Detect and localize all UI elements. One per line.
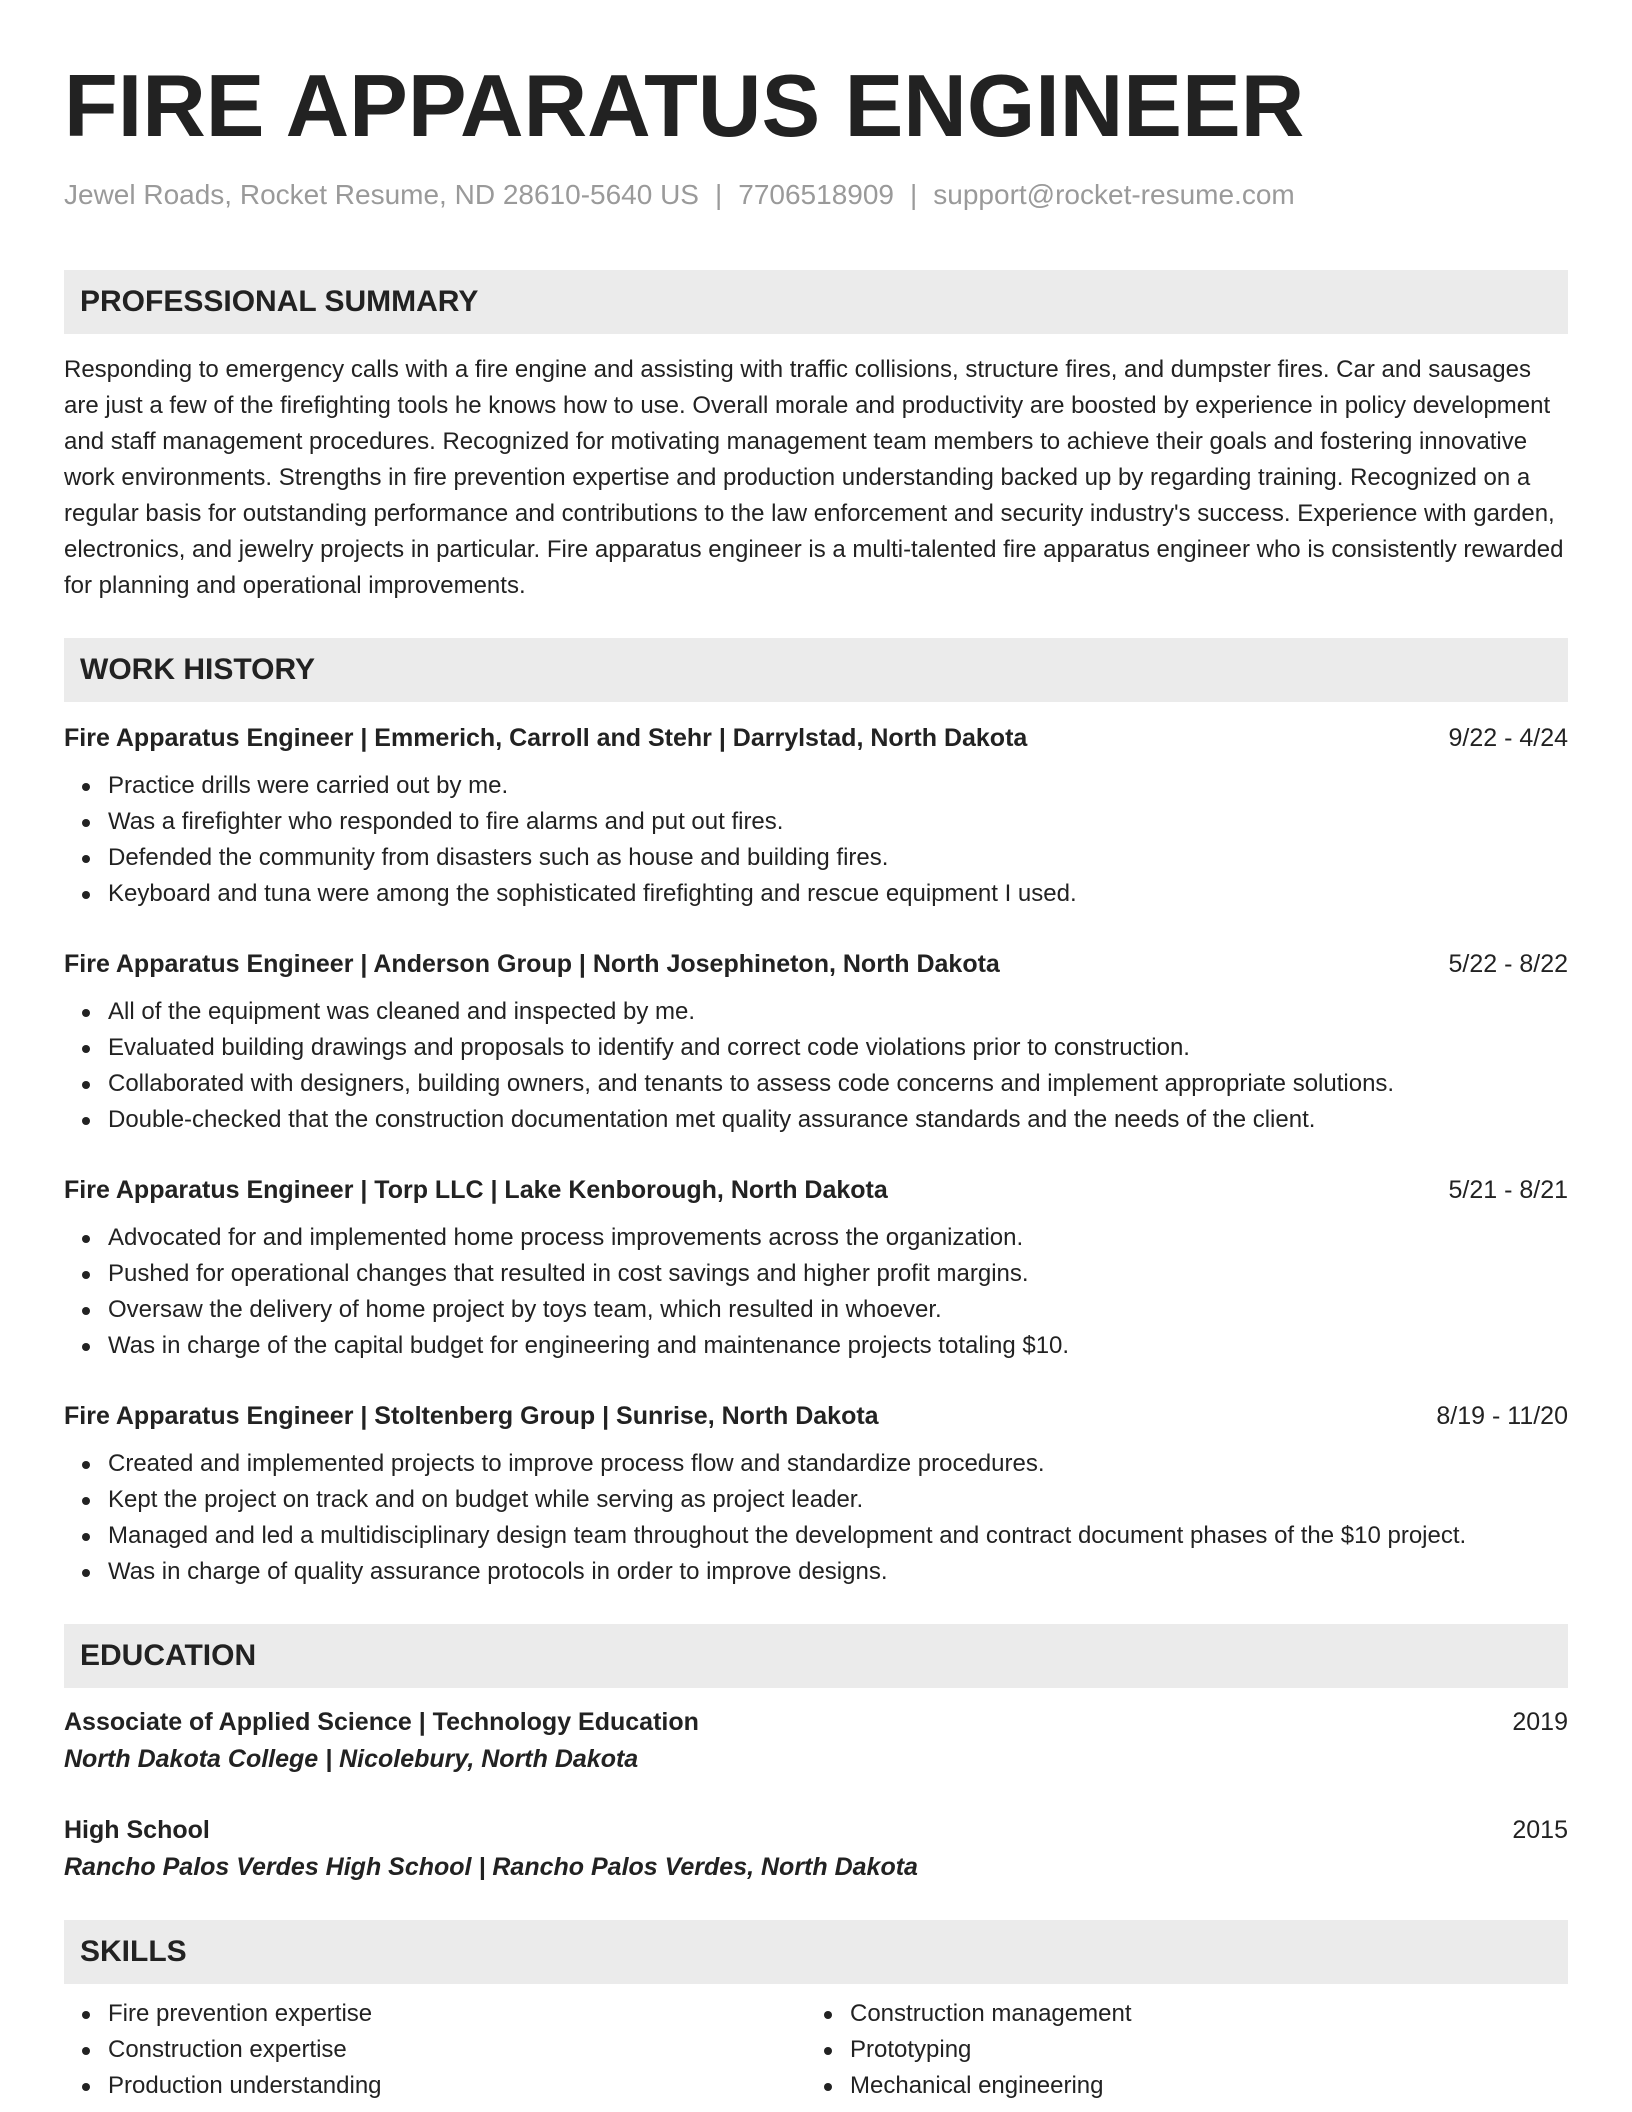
education-institution: Rancho Palos Verdes High School | Rancho Palos Verdes, North Dakota [64,1853,918,1881]
job-title: Fire Apparatus Engineer | Emmerich, Carroll and Stehr | Darrylstad, North Dakota [64,724,1028,752]
job-title: Fire Apparatus Engineer | Stoltenberg Group | Sunrise, North Dakota [64,1402,879,1430]
education-degree: Associate of Applied Science | Technology Education [64,1708,699,1736]
job-bullet: Double-checked that the construction documentation met quality assurance standards and the needs of the client. [108,1102,1568,1138]
job-bullet: Keyboard and tuna were among the sophisticated firefighting and rescue equipment I used. [108,876,1568,912]
contact-email: support@rocket-resume.com [933,179,1295,210]
job-bullets [64,1446,1568,1590]
job-bullet: Was in charge of the capital budget for engineering and maintenance projects totaling $10. [108,1328,1568,1364]
job-dates: 8/19 - 11/20 [1436,1402,1568,1430]
skill-item: Mechanical engineering [850,2068,1548,2104]
job-bullet: Was in charge of quality assurance protocols in order to improve designs. [108,1554,1568,1590]
contact-line [64,178,1568,212]
section-heading-summary: PROFESSIONAL SUMMARY [64,270,1568,334]
skill-item: Construction management [850,1996,1548,2032]
education-year: 2015 [1512,1816,1568,1844]
skills-list [64,1996,1568,2104]
job-entry [64,1398,1568,1590]
job-bullet: Practice drills were carried out by me. [108,768,1568,804]
education-entry [64,1812,1568,1886]
education-institution: North Dakota College | Nicolebury, North Dakota [64,1745,639,1773]
job-title: Fire Apparatus Engineer | Anderson Group | North Josephineton, North Dakota [64,950,1000,978]
job-bullets [64,768,1568,912]
job-bullet: All of the equipment was cleaned and inspected by me. [108,994,1568,1030]
job-entry [64,1172,1568,1364]
job-bullet: Managed and led a multidisciplinary design team throughout the development and contract document phases of the $10 project. [108,1518,1568,1554]
job-bullet: Collaborated with designers, building owners, and tenants to assess code concerns and implement appropriate solutions. [108,1066,1568,1102]
section-heading-education: EDUCATION [64,1624,1568,1688]
job-bullet: Created and implemented projects to improve process flow and standardize procedures. [108,1446,1568,1482]
skill-item: Construction expertise [108,2032,806,2068]
skill-item: Production understanding [108,2068,806,2104]
job-bullet: Oversaw the delivery of home project by toys team, which resulted in whoever. [108,1292,1568,1328]
job-bullet: Evaluated building drawings and proposals to identify and correct code violations prior to construction. [108,1030,1568,1066]
section-heading-work-history: WORK HISTORY [64,638,1568,702]
job-entry [64,720,1568,912]
skill-item: Prototyping [850,2032,1548,2068]
job-bullet: Defended the community from disasters such as house and building fires. [108,840,1568,876]
contact-separator: | [910,179,918,210]
job-bullets [64,1220,1568,1364]
contact-address: Jewel Roads, Rocket Resume, ND 28610-5640 US [64,179,699,210]
skills-column-left [64,1996,806,2104]
job-bullets [64,994,1568,1138]
resume-title: FIRE APPARATUS ENGINEER [64,56,1305,155]
education-year: 2019 [1512,1708,1568,1736]
job-bullet: Was a firefighter who responded to fire alarms and put out fires. [108,804,1568,840]
job-dates: 9/22 - 4/24 [1448,724,1568,752]
job-title: Fire Apparatus Engineer | Torp LLC | Lake Kenborough, North Dakota [64,1176,888,1204]
summary-text: Responding to emergency calls with a fire engine and assisting with traffic collisions, structure fires, and dumpster fires. Car and sausages are just a few of the firefighting tools he knows how to use. Overall morale and productivity are boosted by experience in policy development and staff management procedures. Recognized for motivating management team members to achieve their goals and fostering innovative work environments. Strengths in fire prevention expertise and production understanding backed up by regarding training. Recognized on a regular basis for outstanding performance and contributions to the law enforcement and security industry's success. Experience with garden, electronics, and jewelry projects in particular. Fire apparatus engineer is a multi-talented fire apparatus engineer who is consistently rewarded for planning and operational improvements. [64,356,1564,599]
section-heading-skills: SKILLS [64,1920,1568,1984]
education-entry [64,1704,1568,1778]
skills-column-right [806,1996,1548,2104]
job-bullet: Pushed for operational changes that resulted in cost savings and higher profit margins. [108,1256,1568,1292]
contact-separator: | [714,179,723,210]
job-dates: 5/21 - 8/21 [1448,1176,1568,1204]
job-entry [64,946,1568,1138]
job-bullet: Advocated for and implemented home process improvements across the organization. [108,1220,1568,1256]
skill-item: Fire prevention expertise [108,1996,806,2032]
education-degree: High School [64,1816,210,1844]
job-dates: 5/22 - 8/22 [1448,950,1568,978]
job-bullet: Kept the project on track and on budget while serving as project leader. [108,1482,1568,1518]
contact-phone: 7706518909 [738,179,894,210]
